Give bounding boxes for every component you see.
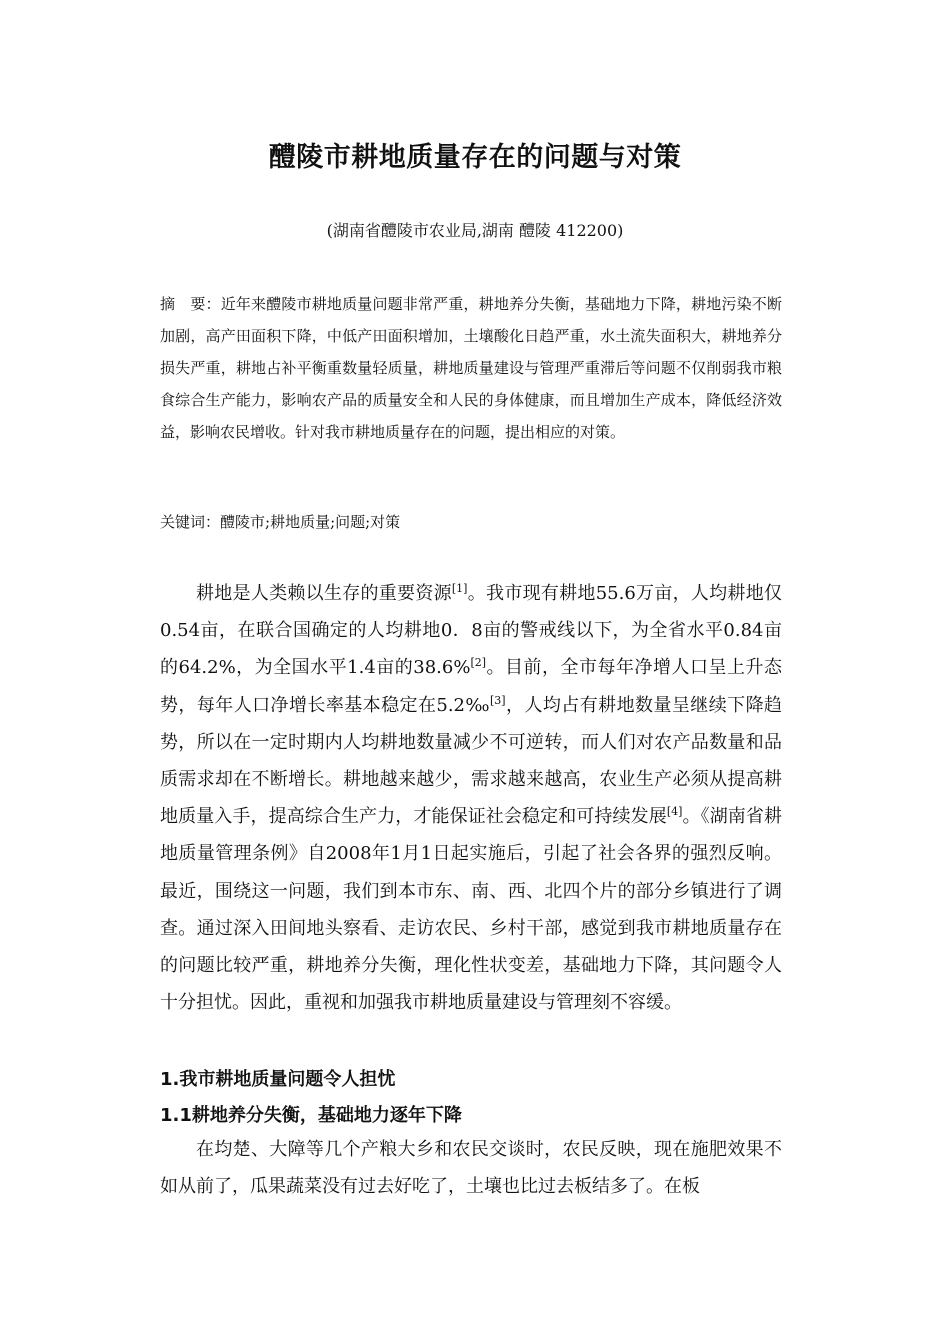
intro-text: 。《湖南省耕地质量管理条例》自2008年1月1日起实施后，引起了社会各界的强烈反响。最近，围绕这一问题，我们到本市东、南、西、北四个片的部分乡镇进行了调查。通过深入田间地头察看、走访农民、乡村干部，感觉到我市耕地质量存在的问题比较严重，耕地养分失衡，理化性状变差，基础地力下降，其问题令人十分担忧。因此，重视和加强我市耕地质量建设与管理刻不容缓。 (160, 806, 783, 1014)
citation-ref: [4] (666, 805, 683, 819)
keywords-label: 关键词： (160, 513, 221, 531)
intro-text: 耕地是人类赖以生存的重要资源 (196, 583, 452, 604)
intro-text: 。目前，全市每年净增人口呈上升态势，每年人口净增长率基本稳定在5.2‰ (160, 657, 782, 716)
intro-text: ，人均占有耕地数量呈继续下降趋势，所以在一定时期内人均耕地数量减少不可逆转，而人们对农产品数量和品质需求却在不断增长。耕地越来越少，需求越来越高，农业生产必须从提高耕地质量入手，提高综合生产力，才能保证社会稳定和可持续发展 (160, 694, 782, 828)
keywords (160, 508, 782, 536)
author-affiliation: (湖南省醴陵市农业局,湖南 醴陵 412200) (326, 221, 624, 240)
intro-paragraph (160, 575, 782, 1021)
citation-ref: [1] (451, 582, 468, 595)
keywords-text: 醴陵市;耕地质量;问题;对策 (220, 513, 401, 531)
paper-title: 醴陵市耕地质量存在的问题与对策 (268, 142, 682, 173)
abstract-text: 近年来醴陵市耕地质量问题非常严重，耕地养分失衡，基础地力下降，耕地污染不断加剧，高产田面积下降，中低产田面积增加，土壤酸化日趋严重，水土流失面积大，耕地养分损失严重，耕地占补平衡重数量轻质量，耕地质量建设与管理严重滞后等问题不仅削弱我市粮食综合生产能力，影响农产品的质量安全和人民的身体健康，而且增加生产成本，降低经济效益，影响农民增收。针对我市耕地质量存在的问题，提出相应的对策。 (160, 295, 782, 441)
subsection-heading: 1.1耕地养分失衡，基础地力逐年下降 (160, 1105, 462, 1126)
section-heading: 1.我市耕地质量问题令人担忧 (160, 1069, 396, 1090)
intro-text: 。我市现有耕地55.6万亩，人均耕地仅0.54亩，在联合国确定的人均耕地0．8亩的警戒线以下，为全省水平0.84亩的64.2%，为全国水平1.4亩的38.6% (160, 583, 783, 679)
abstract (160, 288, 782, 448)
citation-ref: [3] (490, 693, 506, 707)
abstract-label: 摘 要： (160, 295, 221, 313)
intro-section (160, 575, 782, 1021)
subsection-paragraph: 在均楚、大障等几个产粮大乡和农民交谈时，农民反映，现在施肥效果不如从前了，瓜果蔬菜没有过去好吃了，土壤也比过去板结多了。在板 (160, 1139, 782, 1198)
subsection-body (160, 1131, 782, 1205)
citation-ref: [2] (470, 656, 487, 670)
